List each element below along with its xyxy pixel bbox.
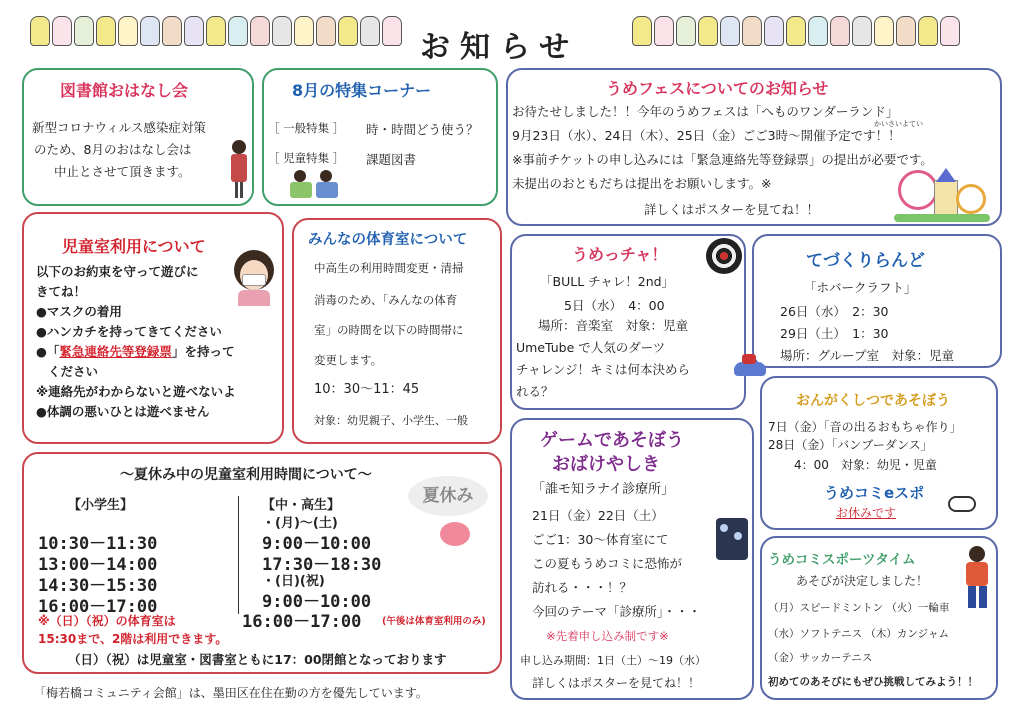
kids-title: 児童室利用について [62, 237, 206, 256]
sports-line-4: （金）サッカーテニス [768, 652, 873, 664]
gym-target: 対象：幼児親子、小学生、一般 [314, 414, 468, 427]
haunted-house-illustration [712, 512, 752, 564]
middle-high-time-4: 16:00－17:00 [242, 612, 362, 632]
middle-high-time-1: 9:00－10:00 [262, 534, 372, 554]
game-line-2: 21日（金）22日（土） [532, 508, 664, 523]
game-box [510, 418, 754, 700]
library-notice-box [22, 68, 254, 206]
mosquito-coil-icon [440, 522, 470, 546]
column-divider [238, 496, 239, 614]
special-row1-tag: ［ 一般特集 ］ [268, 121, 345, 135]
elementary-note-2: 15:30まで、2階は利用できます。 [38, 632, 228, 646]
kids-line-5-red: 緊急連絡先等登録票 [59, 344, 172, 359]
fes-ruby: かいさいよてい [874, 120, 923, 128]
umechya-line-4: UmeTube で人気のダーツ [516, 340, 666, 355]
dartboard-icon [706, 238, 742, 274]
middle-high-time-3: 9:00－10:00 [262, 592, 372, 612]
game-period: 申し込み期間：1日（土）～19（水） [520, 654, 706, 667]
tezukuri-box [752, 234, 1002, 368]
middle-high-note: (午後は体育室利用のみ) [382, 616, 486, 627]
fes-line-4: 未提出のおともだちは提出をお願いします。※ [512, 176, 772, 191]
special-row2-tag: ［ 児童特集 ］ [268, 151, 345, 165]
gym-time: 10：30～11：45 [314, 382, 420, 397]
kids-line-5-post: 」を持って [171, 344, 235, 359]
middle-high-head: 【中・高生】 [262, 498, 341, 513]
special-row1-text: 時・時間どう使う？ [366, 122, 479, 137]
ongaku-box [760, 376, 998, 530]
ongaku-title: おんがくしつであそぼう [796, 393, 950, 409]
kids-line-8: ●体調の悪いひとは遊べません [36, 404, 210, 419]
fes-line-1: お待たせしました！！今年のうめフェスは「へものワンダーランド」 [512, 104, 899, 119]
middle-high-day-1: ・(月)～(土) [262, 516, 338, 531]
special-corner-box [262, 68, 498, 206]
elementary-time-1: 10:30－11:30 [38, 534, 158, 554]
page-title: お知らせ [420, 30, 580, 65]
summer-title: ～夏休み中の児童室利用時間について～ [120, 467, 372, 483]
esports-title: うめコミeスポ [824, 484, 925, 502]
umechya-line-1: 「BULL チャレ！2nd」 [540, 274, 675, 289]
kids-line-4: ●ハンカチを持ってきてください [36, 324, 222, 339]
game-line-6: 今回のテーマ「診療所」・・・ [532, 604, 701, 619]
masked-kid-illustration [232, 250, 276, 306]
gym-line-4: 変更します。 [314, 353, 383, 367]
game-line-4: この夏もうめコミに恐怖が [532, 556, 683, 571]
special-title: 8月の特集コーナー [292, 81, 432, 100]
summer-footer: （日）（祝）は児童室・図書室ともに17：00閉館となっております [68, 652, 447, 667]
ongaku-line-1: 7日（金）「音の出るおもちゃ作り」 [768, 420, 962, 434]
game-line-5: 訪れる・・・！？ [532, 580, 633, 595]
tezukuri-title: てづくりらんど [806, 251, 925, 271]
sports-line-2: （月）スピードミントン （火）一輪車 [768, 602, 950, 614]
tezukuri-line-3: 29日（土） 1：30 [780, 326, 889, 341]
game-line-3: ごご1：30～体育室にて [532, 532, 669, 547]
gym-line-2: 消毒のため、「みんなの体育 [314, 293, 458, 307]
tezukuri-line-4: 場所：グループ室 対象：児童 [780, 348, 955, 363]
amusement-park-illustration [894, 166, 994, 224]
sports-box [760, 536, 998, 700]
tezukuri-line-2: 26日（水） 2：30 [780, 304, 889, 319]
kids-line-5-pre: ●「 [36, 344, 60, 359]
game-title-1: ゲームであそぼう [540, 430, 684, 451]
game-notice: ※先着申し込み制です※ [546, 629, 669, 643]
game-poster: 詳しくはポスターを見てね！！ [532, 676, 701, 690]
fes-notice-box [506, 68, 1002, 226]
middle-high-day-2: ・(日)(祝) [262, 574, 325, 589]
middle-high-time-2: 17:30－18:30 [262, 555, 382, 575]
sports-line-1: あそびが決定しました！ [796, 574, 929, 588]
running-kid-illustration [960, 546, 994, 612]
hovercraft-illustration [730, 352, 770, 382]
kids-line-5 [36, 344, 234, 359]
header-animals-left [30, 16, 402, 50]
ongaku-line-2: 28日（金）「バンブーダンス」 [768, 438, 933, 452]
umechya-title: うめっチャ！ [572, 245, 668, 264]
elementary-head: 【小学生】 [68, 498, 134, 513]
gym-line-1: 中高生の利用時間変更・清掃 [314, 261, 464, 275]
tezukuri-line-1: 「ホバークラフト」 [804, 280, 917, 295]
kids-line-3: ●マスクの着用 [36, 304, 122, 319]
library-line-3: 中止とさせて頂きます。 [54, 164, 191, 179]
fes-line-3: ※事前チケットの申し込みには「緊急連絡先等登録票」の提出が必要です。 [512, 152, 933, 167]
umechya-line-6: れる？ [516, 384, 554, 399]
sports-line-3: （水）ソフトテニス （木）カンジャム [768, 628, 949, 640]
game-line-1: 「誰モ知ラナイ診療所」 [532, 482, 675, 497]
special-row2-text: 課題図書 [366, 152, 417, 167]
sports-line-5: 初めてのあそびにもぜひ挑戦してみよう！！ [768, 676, 978, 688]
library-title: 図書館おはなし会 [60, 81, 189, 100]
esports-closed: お休みです [836, 506, 897, 520]
reading-kids-illustration [290, 170, 340, 200]
elementary-time-3: 14:30－15:30 [38, 576, 158, 596]
library-line-1: 新型コロナウィルス感染症対策 [32, 120, 206, 135]
fes-line-5: 詳しくはポスターを見てね！！ [644, 202, 820, 217]
elementary-note-1: ※（日）（祝）の体育室は [38, 614, 176, 628]
umechya-line-5: チャレンジ！キミは何本決めら [516, 362, 691, 377]
summer-badge: 夏休み [408, 476, 488, 516]
gym-box [292, 218, 502, 444]
library-line-2: のため、8月のおはなし会は [34, 142, 192, 157]
elementary-time-2: 13:00－14:00 [38, 555, 158, 575]
game-controller-icon [948, 496, 976, 512]
fes-line-2: 9月23日（水）、24日（木）、25日（金）ごご3時～開催予定です！！ [512, 128, 901, 143]
gym-line-3: 室」の時間を以下の時間帯に [314, 323, 464, 337]
kids-room-box [22, 212, 284, 444]
umechya-line-2: 5日（水） 4：00 [564, 298, 665, 313]
ongaku-line-3: 4：00 対象：幼児・児童 [794, 458, 937, 472]
game-title-2: おばけやしき [552, 454, 660, 475]
kids-line-2: きてね！ [36, 284, 87, 299]
footer-note: 「梅若橋コミュニティ会館」は、墨田区在住在勤の方を優先しています。 [34, 686, 428, 700]
umechya-line-3: 場所：音楽室 対象：児童 [538, 318, 689, 333]
storyteller-illustration [230, 140, 248, 200]
umechya-box [510, 234, 746, 410]
kids-line-1: 以下のお約束を守って遊びに [36, 264, 199, 279]
kids-line-7: ※連絡先がわからないと遊べないよ [36, 384, 236, 399]
summer-hours-box [22, 452, 502, 674]
gym-title: みんなの体育室について [308, 232, 468, 248]
elementary-time-4: 16:00－17:00 [38, 597, 158, 617]
header-animals-right [632, 16, 960, 50]
fes-title: うめフェスについてのお知らせ [606, 79, 829, 98]
kids-line-6: ください [48, 364, 99, 379]
sports-title: うめコミスポーツタイム [768, 552, 916, 568]
